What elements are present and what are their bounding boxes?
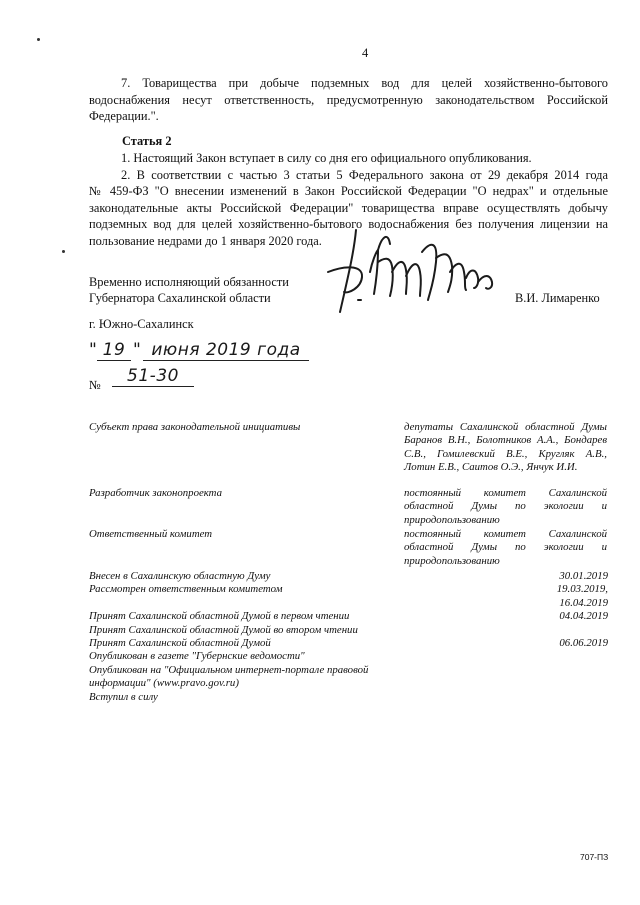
clause-7-line: водоснабжения несут ответственность, предусмотренную законодательством Российской <box>89 92 608 107</box>
clause-7-line: Федерации.". <box>89 109 159 124</box>
clause-7-line: 7. Товарищества при добыче подземных вод для целей хозяйственно-бытового <box>121 76 608 90</box>
signing-date <box>89 340 311 362</box>
page-number: 4 <box>362 46 369 60</box>
meta-dated-row <box>89 597 608 610</box>
article-2-paragraph-2-line: законодательные акты Российской Федерации" товарищества вправе осуществлять добычу <box>89 200 608 215</box>
meta-dated-row <box>89 677 608 690</box>
meta-dated-label: Внесен в Сахалинскую областную Думу <box>89 570 271 582</box>
meta-dated-list <box>89 570 608 704</box>
article-2-paragraph-2-line: 2. В соответствии с частью 3 статьи 5 Федерального закона от 29 декабря 2014 года <box>121 167 608 182</box>
meta-dated-row <box>89 624 608 637</box>
article-2-paragraph-2-line: подземных вод для целей хозяйственно-бытового водоснабжения без получения лицензии на <box>89 217 608 232</box>
meta-dated-row <box>89 583 608 596</box>
signatory-title <box>89 274 289 306</box>
meta-value-responsible-committee: постоянный комитет Сахалинской областной Думы по экологии и природопользованию <box>404 528 607 567</box>
law-number-prefix: № <box>89 378 101 392</box>
meta-dated-row <box>89 610 608 623</box>
article-2-paragraph-2-line: пользование недрами до 1 января 2020 года. <box>89 233 322 248</box>
meta-dated-row <box>89 664 608 677</box>
meta-dated-row <box>89 637 608 650</box>
meta-dated-row <box>89 570 608 583</box>
clause-7 <box>89 75 608 125</box>
signatory-title-line: Временно исполняющий обязанности <box>89 275 289 289</box>
meta-dated-label: Рассмотрен ответственным комитетом <box>89 583 283 596</box>
date-open-quote: " <box>89 340 98 360</box>
date-day: 19 <box>97 340 131 361</box>
law-number-value: 51-30 <box>112 366 194 387</box>
document-code: 707-ПЗ <box>580 852 609 862</box>
meta-label-developer: Разработчик законопроекта <box>89 487 222 499</box>
meta-dated-row <box>89 650 608 663</box>
signatory-name: В.И. Лимаренко <box>515 291 600 305</box>
meta-dated-date: 06.06.2019 <box>559 636 608 649</box>
meta-dated-date: 04.04.2019 <box>559 610 608 623</box>
meta-dated-date: 30.01.2019 <box>559 570 608 582</box>
margin-speck <box>37 38 40 41</box>
meta-value-developer: постоянный комитет Сахалинской областной Думы по экологии и природопользованию <box>404 487 607 526</box>
meta-dated-label: Опубликован в газете "Губернские ведомости" <box>89 650 305 663</box>
date-month-year: июня 2019 года <box>143 340 309 361</box>
meta-dated-label: информации" (www.pravo.gov.ru) <box>89 677 239 690</box>
signatory-title-line: Губернатора Сахалинской области <box>89 291 271 305</box>
meta-dated-date: 16.04.2019 <box>559 596 608 609</box>
city: г. Южно-Сахалинск <box>89 317 194 331</box>
meta-dated-label: Принят Сахалинской областной Думой <box>89 636 271 649</box>
article-2-heading: Статья 2 <box>122 134 172 148</box>
meta-dated-row <box>89 691 608 704</box>
meta-dated-label: Принят Сахалинской областной Думой в первом чтении <box>89 610 350 623</box>
meta-dated-label: Принят Сахалинской областной Думой во втором чтении <box>89 623 358 636</box>
article-2-paragraph-2-line: № 459-ФЗ "О внесении изменений в Закон Российской Федерации "О недрах" и отдельные <box>89 184 608 199</box>
meta-value-initiative: депутаты Сахалинской областной Думы Баранов В.Н., Болотников А.А., Бондарев С.В., Гомилевский В.Е., Кругляк А.В., Лотин Е.В., Саитов О.Э., Янчук И.И. <box>404 421 607 474</box>
meta-dated-label: Опубликован на "Официальном интернет-портале правовой <box>89 663 369 676</box>
meta-dated-date: 19.03.2019, <box>556 583 608 596</box>
date-close-quote: " <box>133 340 142 360</box>
meta-label-responsible-committee: Ответственный комитет <box>89 528 213 540</box>
meta-dated-label: Вступил в силу <box>89 690 158 703</box>
handwritten-signature <box>318 222 513 322</box>
meta-label-initiative: Субъект права законодательной инициативы <box>89 421 301 433</box>
margin-speck <box>62 250 65 253</box>
article-2-paragraph-1: 1. Настоящий Закон вступает в силу со дня его официального опубликования. <box>121 151 532 165</box>
